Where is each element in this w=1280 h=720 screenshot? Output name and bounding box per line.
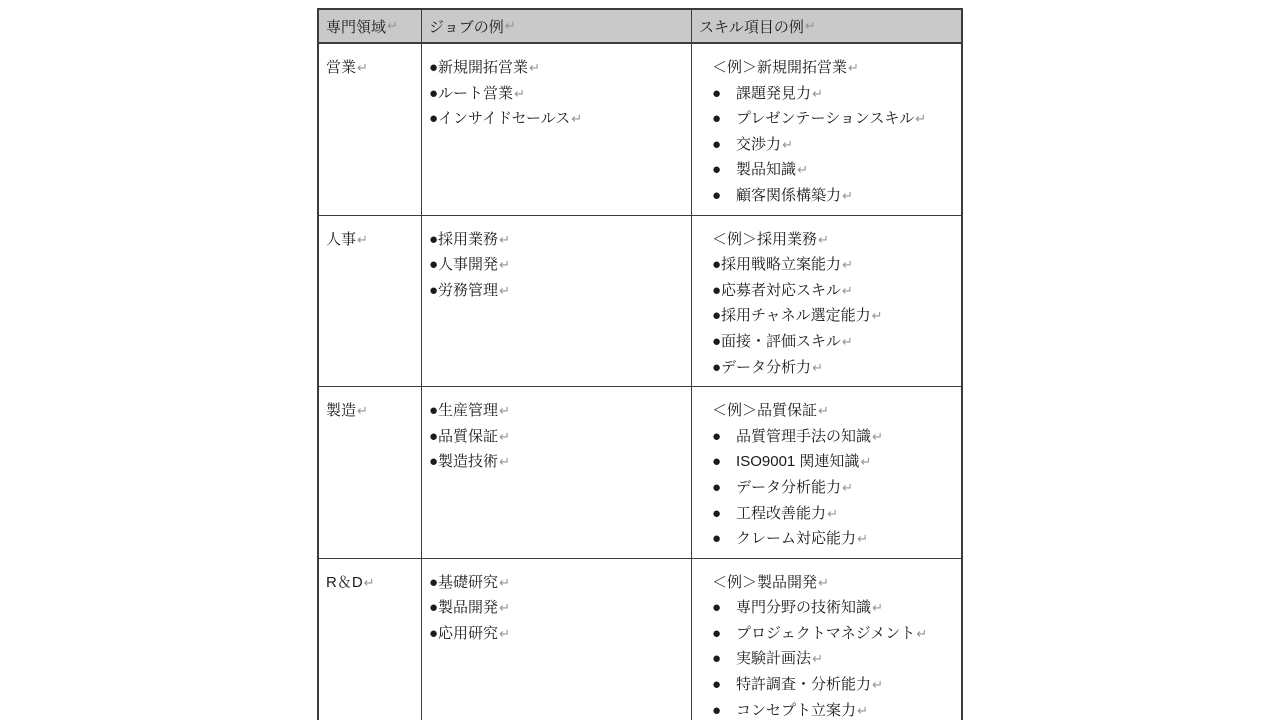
return-mark-icon: ↵ (827, 505, 838, 521)
line-text: 人事 (326, 230, 357, 248)
return-mark-icon: ↵ (504, 18, 516, 33)
cell-job-examples (422, 387, 692, 558)
return-mark-icon: ↵ (499, 428, 510, 444)
line-text: ●インサイドセールス (429, 110, 571, 128)
cell-job-examples (422, 559, 692, 720)
return-mark-icon: ↵ (782, 136, 793, 152)
line-text: ● プロジェクトマネジメント (712, 624, 916, 642)
return-mark-icon: ↵ (872, 677, 883, 693)
text-line (429, 595, 687, 621)
line-text: ●採用チャネル選定能力 (712, 307, 871, 325)
text-line (712, 157, 957, 183)
line-text: ●応用研究 (429, 624, 499, 642)
line-text: ● データ分析能力 (712, 478, 842, 496)
return-mark-icon: ↵ (357, 403, 368, 419)
text-line (712, 227, 957, 253)
line-text: ●ルート営業 (429, 84, 514, 102)
text-line (326, 227, 417, 253)
line-text: ●生産管理 (429, 402, 499, 420)
table-row (319, 559, 961, 720)
line-text: ●製造技術 (429, 453, 499, 471)
line-text: ●製品開発 (429, 599, 499, 617)
return-mark-icon: ↵ (841, 333, 853, 349)
text-line (712, 501, 957, 527)
text-line (326, 398, 417, 424)
return-mark-icon: ↵ (842, 257, 853, 273)
text-line (429, 398, 687, 424)
return-mark-icon: ↵ (363, 574, 375, 590)
text-line (712, 672, 957, 698)
return-mark-icon: ↵ (842, 479, 853, 495)
line-text: ●面接・評価スキル (712, 332, 841, 350)
text-line (712, 81, 957, 107)
text-line (326, 570, 417, 596)
line-text: ● プレゼンテーションスキル (712, 110, 915, 128)
return-mark-icon: ↵ (797, 162, 808, 178)
line-text: ● 実験計画法 (712, 650, 812, 668)
text-line (429, 278, 687, 304)
return-mark-icon: ↵ (818, 574, 829, 590)
text-line (429, 252, 687, 278)
cell-specialty-area (319, 44, 422, 215)
header-label: 専門領域 (326, 18, 387, 36)
header-label: スキル項目の例 (699, 18, 804, 36)
text-line (712, 646, 957, 672)
return-mark-icon: ↵ (848, 60, 859, 75)
return-mark-icon: ↵ (529, 60, 540, 75)
line-text: ●品質保証 (429, 427, 499, 445)
cell-specialty-area (319, 559, 422, 720)
cell-skill-examples (692, 44, 961, 215)
text-line (712, 278, 957, 304)
return-mark-icon: ↵ (812, 651, 823, 667)
return-mark-icon: ↵ (499, 625, 510, 641)
return-mark-icon: ↵ (812, 85, 823, 101)
line-text: ● ISO9001 関連知識 (712, 453, 860, 471)
line-text: ●基礎研究 (429, 573, 499, 591)
line-text: ●労務管理 (429, 281, 499, 299)
text-line (429, 55, 687, 81)
text-line (429, 81, 687, 107)
return-mark-icon: ↵ (499, 257, 510, 273)
text-line (712, 449, 957, 475)
line-text: ●人事開発 (429, 256, 499, 274)
header-cell-skill-item-examples (692, 10, 961, 42)
text-line (429, 106, 687, 132)
return-mark-icon: ↵ (916, 625, 928, 641)
text-line (712, 252, 957, 278)
return-mark-icon: ↵ (857, 702, 868, 718)
text-line (712, 132, 957, 158)
line-text: ● 交渉力 (712, 135, 782, 153)
line-text: ● 製品知識 (712, 161, 797, 179)
return-mark-icon: ↵ (860, 454, 872, 470)
return-mark-icon: ↵ (804, 18, 816, 33)
text-line (712, 106, 957, 132)
text-line (712, 398, 957, 424)
line-text: ●採用業務 (429, 230, 499, 248)
cell-job-examples (422, 216, 692, 387)
return-mark-icon: ↵ (499, 282, 510, 298)
table-body (319, 44, 961, 720)
return-mark-icon: ↵ (871, 308, 883, 324)
cell-skill-examples (692, 387, 961, 558)
return-mark-icon: ↵ (818, 231, 829, 247)
return-mark-icon: ↵ (872, 428, 883, 444)
return-mark-icon: ↵ (357, 231, 368, 247)
line-text: 製造 (326, 402, 357, 420)
text-line (429, 227, 687, 253)
return-mark-icon: ↵ (499, 454, 510, 470)
text-line (712, 329, 957, 355)
text-line (712, 183, 957, 209)
text-line (429, 424, 687, 450)
return-mark-icon: ↵ (499, 600, 510, 616)
return-mark-icon: ↵ (842, 187, 853, 203)
line-text: ● クレーム対応能力 (712, 530, 857, 548)
line-text: ● 特許調査・分析能力 (712, 676, 872, 694)
line-text: ●データ分析力 (712, 358, 812, 376)
text-line (712, 424, 957, 450)
header-cell-specialty-area (319, 10, 422, 42)
return-mark-icon: ↵ (499, 574, 510, 590)
line-text: ＜例＞製品開発 (712, 573, 818, 591)
line-text: ＜例＞採用業務 (712, 230, 818, 248)
line-text: ＜例＞新規開拓営業 (712, 59, 848, 76)
cell-skill-examples (692, 216, 961, 387)
return-mark-icon: ↵ (499, 231, 510, 247)
line-text: ●応募者対応スキル (712, 281, 841, 299)
text-line (429, 570, 687, 596)
return-mark-icon: ↵ (818, 403, 829, 419)
return-mark-icon: ↵ (872, 600, 883, 616)
header-cell-job-examples (422, 10, 692, 42)
text-line (429, 449, 687, 475)
header-label: ジョブの例 (429, 18, 504, 36)
line-text: ● 顧客関係構築力 (712, 186, 842, 204)
line-text: ＜例＞品質保証 (712, 402, 818, 420)
text-line (326, 55, 417, 81)
table-row (319, 44, 961, 216)
text-line (712, 570, 957, 596)
line-text: ● コンセプト立案力 (712, 701, 857, 719)
line-text: ● 品質管理手法の知識 (712, 427, 872, 445)
return-mark-icon: ↵ (387, 18, 398, 33)
text-line (712, 355, 957, 381)
skills-table (317, 8, 963, 720)
text-line (429, 621, 687, 647)
line-text: ●採用戦略立案能力 (712, 256, 842, 274)
cell-specialty-area (319, 216, 422, 387)
text-line (712, 55, 957, 81)
text-line (712, 526, 957, 552)
return-mark-icon: ↵ (841, 282, 853, 298)
line-text: ●新規開拓営業 (429, 59, 529, 76)
return-mark-icon: ↵ (357, 60, 368, 75)
line-text: R＆D (326, 573, 363, 591)
line-text: 営業 (326, 59, 357, 76)
text-line (712, 698, 957, 720)
return-mark-icon: ↵ (812, 359, 823, 375)
table-header-row (319, 10, 961, 44)
line-text: ● 工程改善能力 (712, 504, 827, 522)
return-mark-icon: ↵ (915, 111, 927, 127)
text-line (712, 303, 957, 329)
cell-specialty-area (319, 387, 422, 558)
return-mark-icon: ↵ (499, 403, 510, 419)
text-line (712, 595, 957, 621)
text-line (712, 621, 957, 647)
table-row (319, 216, 961, 388)
return-mark-icon: ↵ (857, 531, 868, 547)
return-mark-icon: ↵ (571, 111, 583, 127)
line-text: ● 課題発見力 (712, 84, 812, 102)
cell-skill-examples (692, 559, 961, 720)
text-line (712, 475, 957, 501)
table-row (319, 387, 961, 559)
line-text: ● 専門分野の技術知識 (712, 599, 872, 617)
return-mark-icon: ↵ (514, 85, 525, 101)
cell-job-examples (422, 44, 692, 215)
